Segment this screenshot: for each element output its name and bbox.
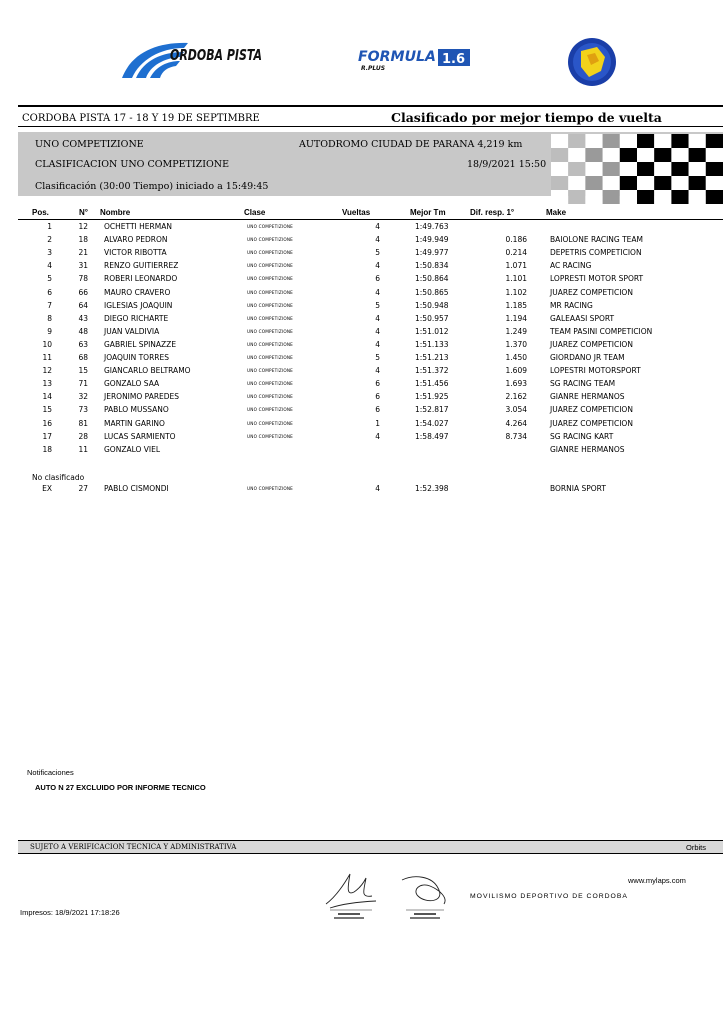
cell-make: JUAREZ COMPETICION — [550, 339, 633, 349]
cell-best: 1:49.949 — [415, 235, 449, 245]
event-title: CORDOBA PISTA 17 - 18 Y 19 DE SEPTIMBRE — [22, 113, 260, 124]
cell-name: VICTOR RIBOTTA — [104, 248, 167, 258]
session-name: UNO COMPETIZIONE — [35, 139, 144, 150]
cell-laps: 4 — [375, 313, 380, 323]
checkered-flag — [551, 132, 723, 196]
cell-diff: 4.264 — [505, 418, 527, 428]
table-row — [0, 314, 723, 327]
cell-class: UNO COMPETIZIONE — [247, 302, 293, 308]
cell-pos: 4 — [47, 261, 52, 271]
cell-class: UNO COMPETIZIONE — [247, 486, 293, 491]
header-laps: Vueltas — [342, 208, 371, 217]
cell-diff: 1.185 — [505, 300, 527, 310]
signature-2 — [396, 870, 452, 925]
cell-pos: 12 — [42, 366, 52, 376]
cell-pos: 14 — [42, 392, 52, 402]
session-date: 18/9/2021 15:50 — [467, 159, 547, 170]
cell-best: 1:51.456 — [415, 379, 449, 389]
cell-name: GABRIEL SPINAZZE — [104, 339, 177, 349]
cell-name: ROBERI LEONARDO — [104, 274, 178, 284]
cell-make: DEPETRIS COMPETICION — [550, 248, 642, 258]
table-row — [0, 222, 723, 235]
cell-num: 71 — [78, 379, 88, 389]
header-name: Nombre — [100, 208, 131, 217]
cell-pos: 15 — [42, 405, 52, 415]
cell-num: 18 — [78, 235, 88, 245]
cell-best: 1:54.027 — [415, 418, 449, 428]
cell-diff: 1.194 — [505, 313, 527, 323]
cell-class: UNO COMPETIZIONE — [247, 433, 293, 439]
cell-make: GALEAASI SPORT — [550, 313, 615, 323]
cell-class: UNO COMPETIZIONE — [247, 276, 293, 282]
cell-laps: 4 — [375, 287, 380, 297]
cell-name: MARTIN GARINO — [104, 418, 165, 428]
cell-name: GONZALO SAA — [104, 379, 160, 389]
cell-laps: 4 — [375, 235, 380, 245]
cell-make: AC RACING — [550, 261, 592, 271]
cell-diff: 1.102 — [505, 287, 527, 297]
cell-num: 81 — [78, 418, 88, 428]
cell-laps: 6 — [375, 274, 380, 284]
cell-best: 1:52.817 — [415, 405, 449, 415]
cell-class: UNO COMPETIZIONE — [247, 394, 293, 400]
table-row — [0, 432, 723, 445]
cell-num: 43 — [78, 313, 88, 323]
cell-num: 68 — [78, 353, 88, 362]
cell-class: UNO COMPETIZIONE — [247, 263, 293, 269]
header-num: N° — [79, 208, 88, 217]
cell-class: UNO COMPETIZIONE — [247, 224, 293, 229]
cell-diff: 1.101 — [505, 274, 527, 284]
cell-class: UNO COMPETIZIONE — [247, 315, 293, 321]
cell-best: 1:51.372 — [415, 366, 449, 376]
table-row — [0, 235, 723, 248]
table-row — [0, 340, 723, 353]
cordoba-pista-logo — [118, 40, 263, 80]
cell-laps: 4 — [375, 431, 380, 441]
cell-best: 1:51.133 — [415, 339, 449, 349]
track-info: AUTODROMO CIUDAD DE PARANA 4,219 km — [299, 139, 523, 150]
not-classified-label: No clasificado — [32, 473, 85, 482]
cell-name: PABLO CISMONDI — [104, 484, 169, 493]
cordoba-logo-text: ORDOBA PISTA — [170, 46, 262, 64]
cell-pos: 16 — [42, 418, 52, 428]
event-bottom-rule — [18, 126, 723, 127]
cell-make: MR RACING — [550, 300, 593, 310]
cell-num: 28 — [78, 431, 88, 441]
table-row — [0, 366, 723, 379]
cell-pos: 5 — [47, 274, 52, 284]
cell-class: UNO COMPETIZIONE — [247, 420, 293, 426]
cell-make: BAIOLONE RACING TEAM — [550, 235, 644, 245]
cell-laps: 4 — [375, 339, 380, 349]
cell-class: UNO COMPETIZIONE — [247, 341, 293, 347]
cell-laps: 1 — [375, 418, 380, 428]
cell-make: JUAREZ COMPETICION — [550, 405, 633, 415]
signature-1 — [320, 868, 380, 923]
table-row — [0, 419, 723, 432]
cell-name: DIEGO RICHARTE — [104, 313, 169, 323]
cell-name: PABLO MUSSANO — [104, 405, 169, 415]
cell-make: LOPRESTI MOTOR SPORT — [550, 274, 644, 284]
cell-laps: 4 — [375, 261, 380, 271]
cell-laps: 6 — [375, 392, 380, 402]
cell-diff: 3.054 — [505, 405, 527, 415]
cell-name: GIANCARLO BELTRAMO — [104, 366, 191, 376]
table-row — [0, 301, 723, 314]
cell-num: 31 — [78, 261, 88, 271]
cell-class: UNO COMPETIZIONE — [247, 289, 293, 295]
cell-diff: 2.162 — [505, 392, 527, 402]
cell-diff: 1.071 — [505, 261, 527, 271]
cell-best: 1:50.864 — [415, 274, 449, 284]
cell-class: UNO COMPETIZIONE — [247, 328, 293, 334]
cell-laps: 4 — [375, 366, 380, 376]
cell-pos: 8 — [47, 313, 52, 323]
cell-pos: 10 — [42, 339, 52, 349]
session-info: Clasificación (30:00 Tiempo) iniciado a 15:49:45 — [35, 181, 269, 192]
table-row — [0, 392, 723, 405]
cell-best: 1:51.012 — [415, 326, 449, 336]
cell-class: UNO COMPETIZIONE — [247, 368, 293, 374]
cell-diff: 1.249 — [505, 326, 527, 336]
cell-class: UNO COMPETIZIONE — [247, 381, 293, 387]
cell-num: 11 — [78, 444, 88, 454]
header-diff: Dif. resp. 1° — [470, 208, 515, 217]
cell-name: JUAN VALDIVIA — [104, 326, 160, 336]
cell-class: UNO COMPETIZIONE — [247, 237, 293, 243]
cell-diff: 0.214 — [505, 248, 527, 258]
cell-pos: 17 — [42, 431, 52, 441]
cell-num: 15 — [78, 366, 88, 376]
cell-name: JERONIMO PAREDES — [104, 392, 180, 402]
cell-class: UNO COMPETIZIONE — [247, 250, 293, 256]
cell-pos: EX — [42, 484, 52, 493]
cell-best: 1:58.497 — [415, 431, 449, 441]
cell-pos: 9 — [47, 326, 52, 336]
session-class-title: CLASIFICACION UNO COMPETIZIONE — [35, 159, 230, 170]
cell-make: GIORDANO JR TEAM — [550, 353, 625, 362]
cell-name: JOAQUIN TORRES — [104, 353, 169, 362]
cell-diff: 8.734 — [505, 431, 527, 441]
cell-name: OCHETTI HERMAN — [104, 222, 172, 231]
cell-make: GIANRE HERMANOS — [550, 444, 625, 454]
cell-make: TEAM PASINI COMPETICION — [550, 326, 653, 336]
table-row — [0, 484, 723, 497]
cell-best: 1:52.398 — [415, 484, 449, 493]
header-pos: Pos. — [32, 208, 49, 217]
cell-class: UNO COMPETIZIONE — [247, 355, 293, 360]
cell-name: IGLESIAS JOAQUIN — [104, 300, 173, 310]
svg-text:R.PLUS: R.PLUS — [361, 65, 386, 72]
cell-make: JUAREZ COMPETICION — [550, 287, 633, 297]
cell-diff: 1.693 — [505, 379, 527, 389]
site-link[interactable]: www.mylaps.com — [628, 876, 686, 885]
header-class: Clase — [244, 208, 266, 217]
footer-brand: Orbits — [686, 843, 707, 852]
cell-name: RENZO GUITIERREZ — [104, 261, 179, 271]
cell-num: 48 — [78, 326, 88, 336]
cell-make: SG RACING TEAM — [550, 379, 616, 389]
cell-diff: 1.450 — [505, 353, 527, 362]
cell-laps: 6 — [375, 379, 380, 389]
cell-best: 1:49.763 — [415, 222, 449, 231]
cell-num: 12 — [78, 222, 88, 231]
ranking-title: Clasificado por mejor tiempo de vuelta — [391, 110, 662, 125]
cell-pos: 2 — [47, 235, 52, 245]
cell-name: LUCAS SARMIENTO — [104, 431, 176, 441]
cell-num: 64 — [78, 300, 88, 310]
cell-make: GIANRE HERMANOS — [550, 392, 625, 402]
header-best: Mejor Tm — [410, 208, 446, 217]
cell-name: MAURO CRAVERO — [104, 287, 171, 297]
notifications-label: Notificaciones — [27, 768, 74, 777]
cell-make: BORNIA SPORT — [550, 484, 606, 493]
cell-pos: 3 — [47, 248, 52, 258]
cell-best: 1:51.213 — [415, 353, 449, 362]
header-make: Make — [546, 208, 567, 217]
cell-make: SG RACING KART — [550, 431, 614, 441]
event-top-rule — [18, 105, 723, 107]
notification-text: AUTO N 27 EXCLUIDO POR INFORME TECNICO — [35, 783, 206, 792]
cell-laps: 5 — [375, 248, 380, 258]
cell-pos: 11 — [42, 353, 52, 362]
cell-laps: 4 — [375, 484, 380, 493]
svg-text:FORMULA: FORMULA — [358, 49, 436, 65]
cell-pos: 6 — [47, 287, 52, 297]
table-row — [0, 248, 723, 261]
table-row — [0, 405, 723, 418]
table-row — [0, 379, 723, 392]
cell-num: 21 — [78, 248, 88, 258]
cell-make: JUAREZ COMPETICION — [550, 418, 633, 428]
cell-laps: 5 — [375, 300, 380, 310]
cell-pos: 7 — [47, 300, 52, 310]
table-row — [0, 288, 723, 301]
header-rule — [18, 219, 723, 220]
cell-pos: 1 — [47, 222, 52, 231]
cell-best: 1:50.834 — [415, 261, 449, 271]
cell-num: 32 — [78, 392, 88, 402]
cell-num: 66 — [78, 287, 88, 297]
cell-diff: 1.370 — [505, 339, 527, 349]
cell-num: 27 — [78, 484, 88, 493]
club-badge-icon — [567, 37, 617, 87]
cell-laps: 6 — [375, 405, 380, 415]
cell-pos: 18 — [42, 444, 52, 454]
footer-subject: SUJETO A VERIFICACION TECNICA Y ADMINISTRATIVA — [30, 843, 237, 851]
table-row — [0, 445, 723, 458]
table-row — [0, 353, 723, 366]
formula-16-logo — [356, 46, 472, 72]
svg-text:1.6: 1.6 — [442, 52, 466, 67]
cell-diff: 0.186 — [505, 235, 527, 245]
table-row — [0, 274, 723, 287]
cell-pos: 13 — [42, 379, 52, 389]
cell-class: UNO COMPETIZIONE — [247, 407, 293, 413]
cell-best: 1:51.925 — [415, 392, 449, 402]
cell-name: GONZALO VIEL — [104, 444, 161, 454]
cell-best: 1:50.865 — [415, 287, 449, 297]
cell-best: 1:50.948 — [415, 300, 449, 310]
cell-make: LOPESTRI MOTORSPORT — [550, 366, 641, 376]
cell-laps: 4 — [375, 222, 380, 231]
cell-diff: 1.609 — [505, 366, 527, 376]
cell-laps: 4 — [375, 326, 380, 336]
cell-best: 1:50.957 — [415, 313, 449, 323]
cell-num: 78 — [78, 274, 88, 284]
organization-name: MOVILISMO DEPORTIVO DE CORDOBA — [470, 893, 628, 900]
cell-laps: 5 — [375, 353, 380, 362]
cell-name: ALVARO PEDRON — [104, 235, 168, 245]
printed-timestamp: Impresos: 18/9/2021 17:18:26 — [20, 908, 120, 917]
cell-num: 73 — [78, 405, 88, 415]
cell-num: 63 — [78, 339, 88, 349]
table-row — [0, 261, 723, 274]
table-row — [0, 327, 723, 340]
cell-best: 1:49.977 — [415, 248, 449, 258]
